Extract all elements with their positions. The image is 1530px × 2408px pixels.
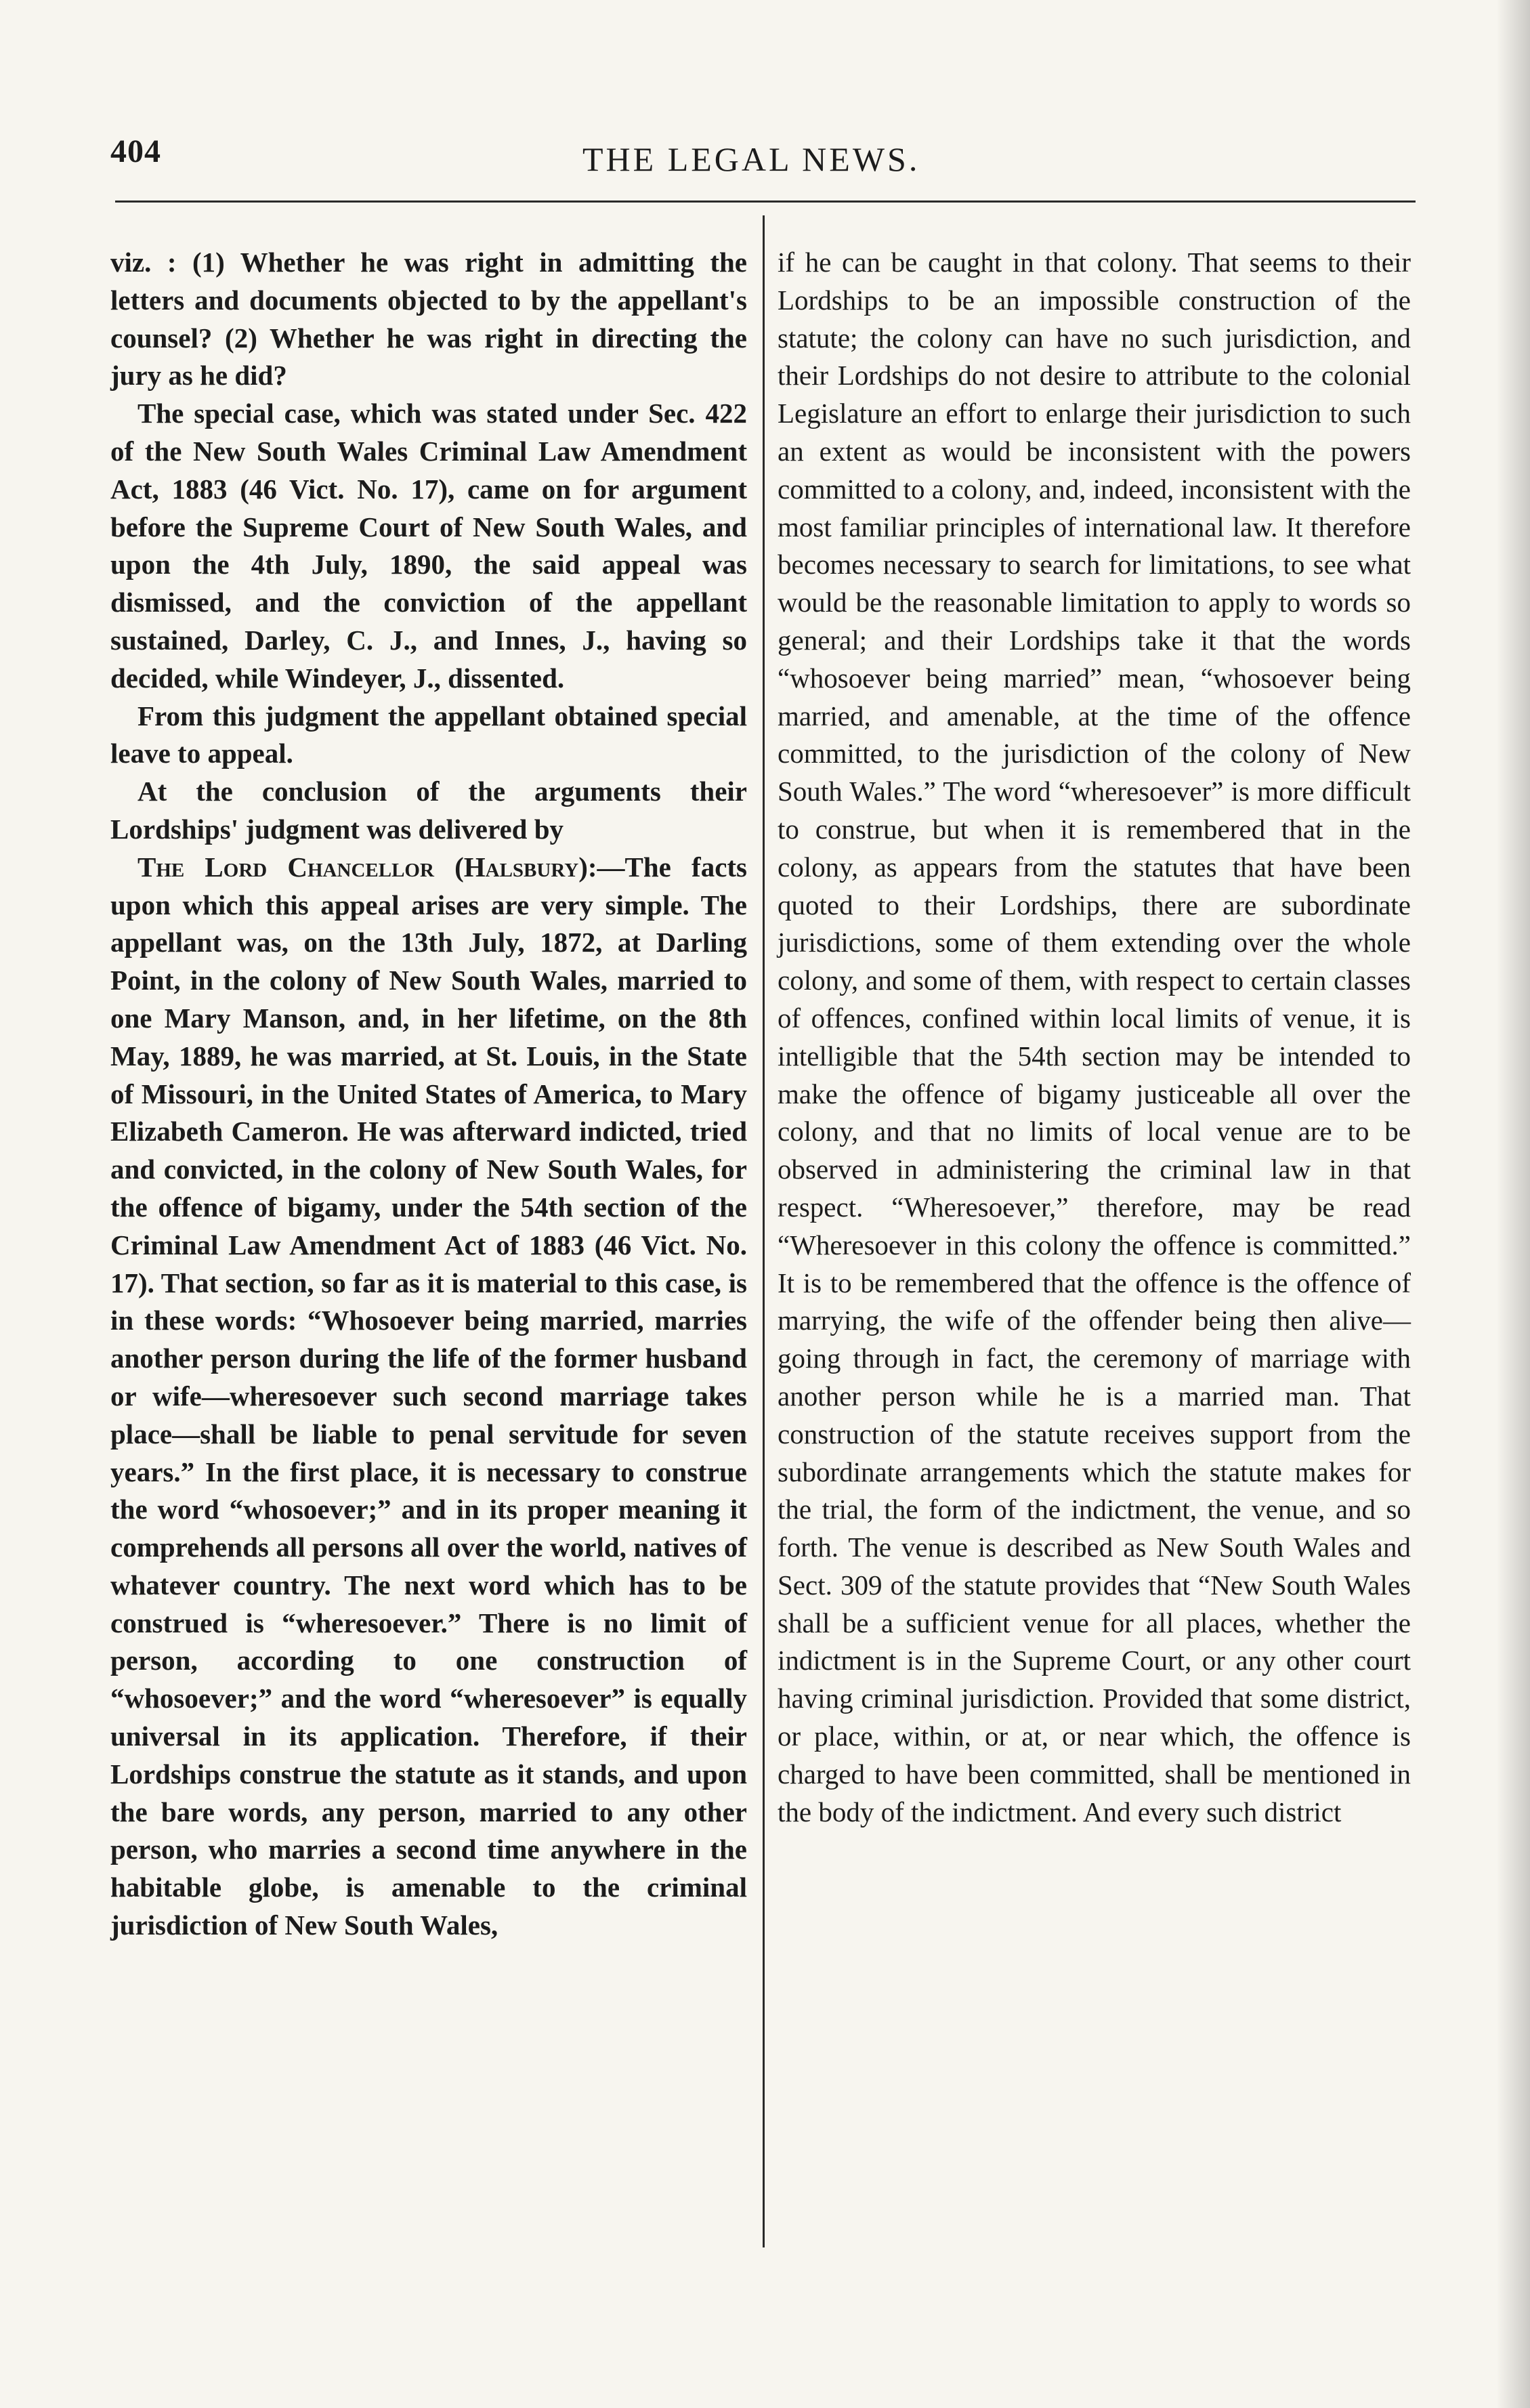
paragraph <box>110 849 747 1945</box>
left-column <box>110 244 747 1945</box>
judgment-text: :—The facts upon which this appeal arises are very simple. The appellant was, on the 13th July, 1872, at Darling Point, in the colony of New South Wales, married to one Mary Manson, and, in her lifetime, on the 8th May, 1889, he was married, at St. Louis, in the State of Missouri, in the United States of America, to Mary Elizabeth Cameron. He was afterward indicted, tried and convicted, in the colony of New South Wales, for the offence of bigamy, under the 54th section of the Criminal Law Amendment Act of 1883 (46 Vict. No. 17). That section, so far as it is material to this case, is in these words: “Whosoever being married, marries another person during the life of the former husband or wife—wheresoever such second marriage takes place—shall be liable to penal servitude for seven years.” In the first place, it is necessary to construe the word “whosoever;” and in its proper meaning it comprehends all persons all over the world, natives of whatever country. The next word which has to be construed is “wheresoever.” There is no limit of person, according to one construction of “whosoever;” and the word “wheresoever” is equally universal in its application. Therefore, if their Lordships construe the statute as it stands, and upon the bare words, any person, married to any other person, who marries a second time anywhere in the habitable globe, is amenable to the criminal jurisdiction of New South Wales, <box>110 851 747 1941</box>
right-column <box>778 244 1411 1831</box>
paragraph: From this judgment the appellant obtained special leave to appeal. <box>110 700 747 769</box>
paragraph: viz. : (1) Whether he was right in admitting the letters and documents objected to by the appellant's counsel? (2) Whether he was right in directing the jury as he did? <box>110 247 747 392</box>
header-rule <box>115 200 1416 203</box>
page-number: 404 <box>110 133 161 169</box>
column-divider <box>763 215 765 2247</box>
paragraph: The special case, which was stated under Sec. 422 of the New South Wales Criminal Law Amendment Act, 1883 (46 Vict. No. 17), came on for argument before the Supreme Court of New South Wales, and upon the 4th July, 1890, the said appeal was dismissed, and the conviction of the appellant sustained, Darley, C. J., and Innes, J., having so decided, while Windeyer, J., dissented. <box>110 398 747 694</box>
running-title: THE LEGAL NEWS. <box>582 140 920 178</box>
page-edge-shadow <box>1496 0 1530 2408</box>
paragraph: if he can be caught in that colony. That seems to their Lordships to be an impossible construction of the statute; the colony can have no such jurisdiction, and their Lordships do not desire to attribute to the colonial Legislature an effort to enlarge their jurisdiction to such an extent as would be inconsistent with the powers committed to a colony, and, indeed, inconsistent with the most familiar principles of international law. It therefore becomes necessary to search for limitations, to see what would be the reasonable limitation to apply to words so general; and their Lordships take it that the words “whosoever being married” mean, “whosoever being married, and amenable, at the time of the offence committed, to the jurisdiction of the colony of New South Wales.” The word “wheresoever” is more difficult to construe, but when it is remembered that in the colony, as appears from the statutes that have been quoted to their Lordships, there are subordinate jurisdictions, some of them extending over the whole colony, and some of them, with respect to certain classes of offences, confined within local limits of venue, it is intelligible that the 54th section may be intended to make the offence of bigamy justiceable all over the colony, and that no limits of local venue are to be observed in administering the criminal law in that respect. “Wheresoever,” therefore, may be read “Wheresoever in this colony the offence is committed.” It is to be remembered that the offence is the offence of marrying, the wife of the offender being then alive—going through in fact, the ceremony of marriage with another person while he is a married man. That construction of the statute receives support from the subordinate arrangements which the statute makes for the trial, the form of the indictment, the venue, and so forth. The venue is described as New South Wales and Sect. 309 of the statute provides that “New South Wales shall be a sufficient venue for all places, whether the indictment is in the Supreme Court, or any other court having criminal jurisdiction. Provided that some district, or place, within, or at, or near which, the offence is charged to have been committed, shall be mentioned in the body of the indictment. And every such district <box>778 247 1411 1828</box>
paragraph: At the conclusion of the arguments their Lordships' judgment was delivered by <box>110 776 747 845</box>
speaker-name: The Lord Chancellor (Halsbury) <box>137 851 588 883</box>
